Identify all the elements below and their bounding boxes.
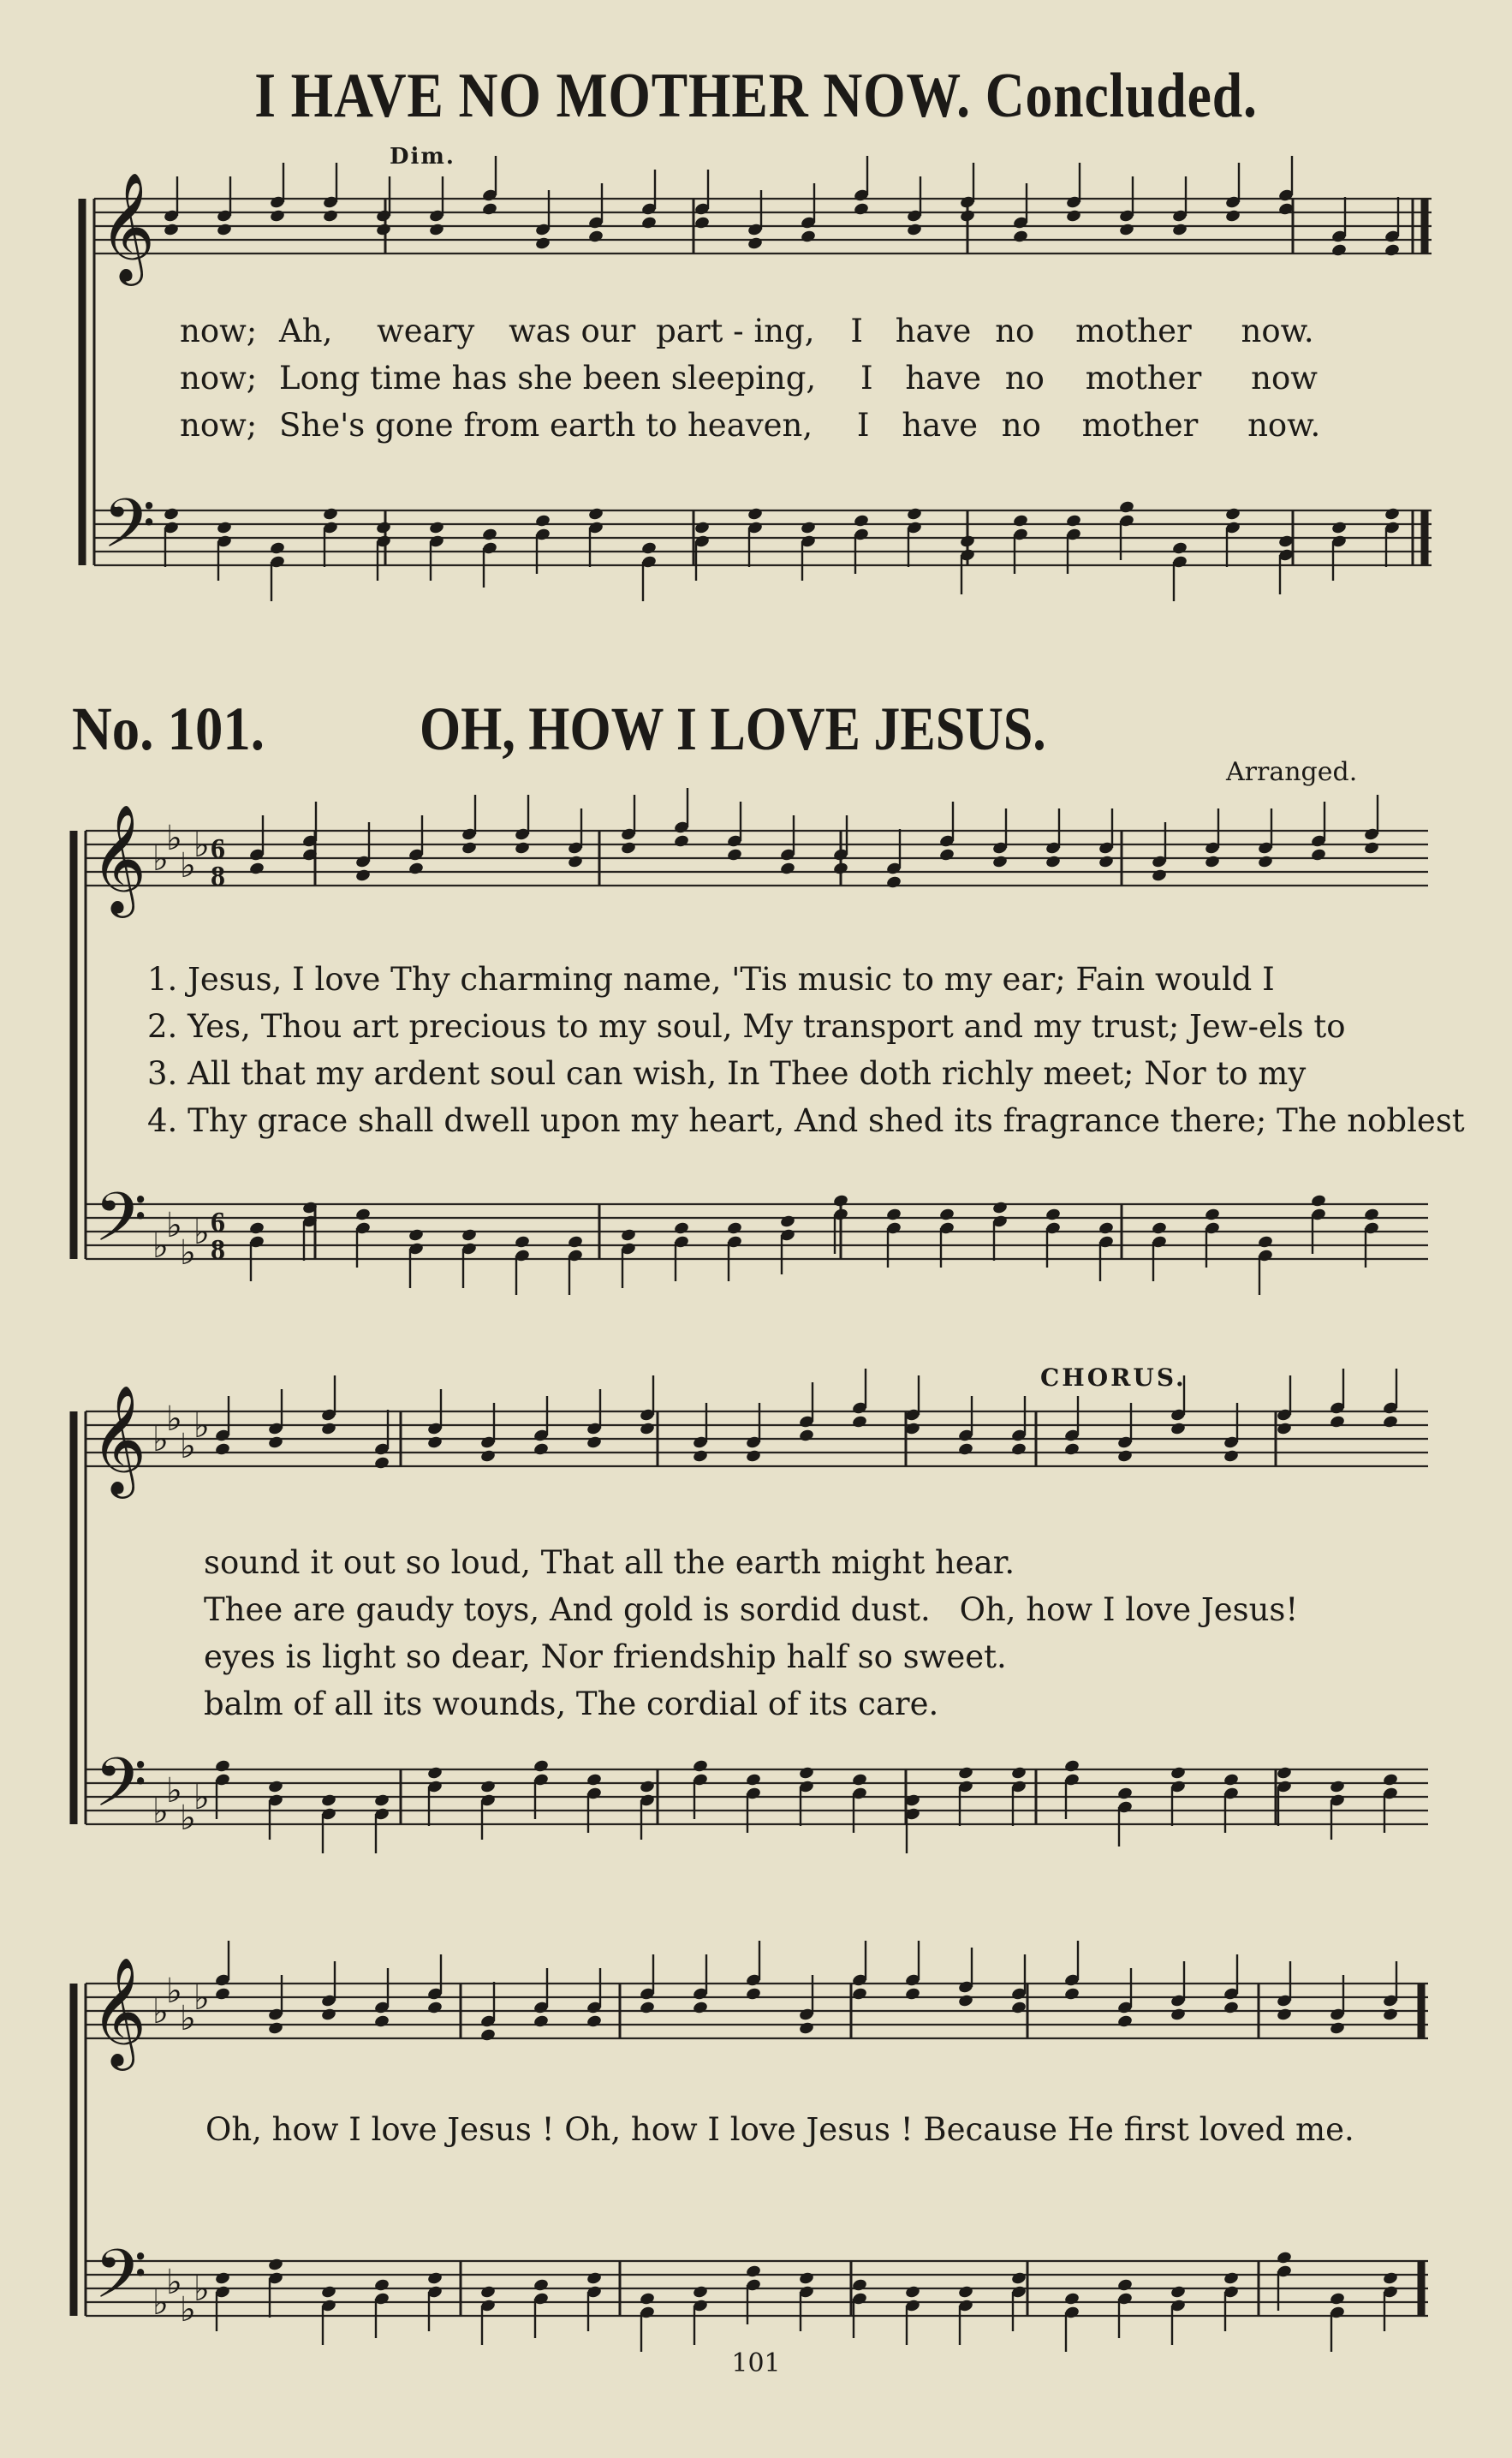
note-head <box>959 209 975 224</box>
note-head <box>216 223 232 237</box>
flat-sign: ♭ <box>193 1978 210 2018</box>
flat-sign: ♭ <box>152 1420 169 1459</box>
note-head <box>745 1773 761 1787</box>
note-head <box>798 2021 814 2036</box>
note-head <box>320 1422 336 1436</box>
note-head <box>163 223 179 237</box>
note-head <box>885 1208 902 1222</box>
note-head <box>1045 1208 1061 1222</box>
note-head <box>673 834 689 849</box>
note-head <box>320 1793 336 1808</box>
note-head <box>267 1780 283 1794</box>
note-head <box>514 841 530 856</box>
verse-4-line-b: balm of all its wounds, The cordial of its care. <box>204 1685 939 1722</box>
note-head <box>461 1228 477 1243</box>
note-head <box>1223 1449 1239 1464</box>
note-head <box>373 1793 390 1808</box>
note-head <box>851 1415 867 1429</box>
note-head <box>408 1228 424 1243</box>
note-head <box>1204 855 1220 869</box>
flat-sign: ♭ <box>193 1778 210 1817</box>
note-head <box>1382 1773 1398 1787</box>
note-head <box>267 2258 283 2272</box>
note-head <box>533 1759 549 1774</box>
note-head <box>567 855 583 869</box>
chorus-label: CHORUS. <box>1040 1363 1187 1392</box>
note-head <box>1010 1442 1027 1457</box>
note-head <box>1063 1442 1080 1457</box>
flat-sign: ♭ <box>166 819 182 858</box>
note-head <box>640 216 657 230</box>
note-head <box>853 514 869 528</box>
verse-1-line-b: sound it out so loud, That all the earth might hear. <box>204 1544 1015 1581</box>
note-head <box>747 236 763 251</box>
verse-3-line-b: eyes is light so dear, Nor friendship half so sweet. <box>204 1638 1007 1675</box>
note-head <box>1310 848 1326 862</box>
treble-clef: 𝄞 <box>91 1384 147 1494</box>
verse-1-line-a: 1. Jesus, I love Thy charming name, 'Tis music to my ear; Fain would I <box>147 961 1275 998</box>
flat-sign: ♭ <box>166 1399 182 1439</box>
note-head <box>586 2014 602 2029</box>
note-head <box>726 848 742 862</box>
time-signature: 6 <box>211 833 225 865</box>
note-head <box>1329 1415 1345 1429</box>
note-head <box>620 841 636 856</box>
note-head <box>1257 855 1273 869</box>
note-head <box>938 1208 955 1222</box>
note-head <box>1116 1449 1133 1464</box>
bass-clef: 𝄢 <box>94 2234 147 2330</box>
hymn-number: No. 101. <box>72 695 265 763</box>
note-head <box>479 2028 496 2043</box>
note-head <box>214 2271 230 2286</box>
note-head <box>798 1429 814 1443</box>
note-head <box>1116 1787 1133 1801</box>
flat-sign: ♭ <box>166 2263 182 2302</box>
note-head <box>885 875 902 890</box>
note-head <box>408 862 424 876</box>
note-head <box>1171 541 1188 556</box>
treble-staff <box>86 831 1428 886</box>
note-head <box>693 216 710 230</box>
verse-2-line-b: Thee are gaudy toys, And gold is sordid dust. Oh, how I love Jesus! <box>204 1591 1299 1628</box>
note-head <box>673 1221 689 1236</box>
flat-sign: ♭ <box>152 839 169 879</box>
note-head <box>269 541 285 556</box>
note-head <box>479 1780 496 1794</box>
note-head <box>1330 243 1347 258</box>
note-head <box>1223 2001 1239 2015</box>
note-head <box>1384 507 1400 522</box>
note-head <box>1363 1208 1379 1222</box>
note-head <box>693 521 710 535</box>
flat-sign: ♭ <box>180 1999 196 2038</box>
flat-sign: ♭ <box>180 1799 196 1838</box>
note-head <box>587 230 604 244</box>
note-head <box>779 862 795 876</box>
note-head <box>957 2285 973 2300</box>
note-head <box>853 202 869 217</box>
note-head <box>1118 223 1134 237</box>
note-head <box>267 2021 283 2036</box>
note-head <box>1384 243 1400 258</box>
note-head <box>1257 1235 1273 1250</box>
note-head <box>747 507 763 522</box>
note-head <box>1012 230 1028 244</box>
note-head <box>991 855 1008 869</box>
note-head <box>1098 1221 1114 1236</box>
flat-sign: ♭ <box>152 2283 169 2323</box>
note-head <box>1223 1773 1239 1787</box>
note-head <box>800 521 816 535</box>
note-head <box>906 223 922 237</box>
note-head <box>639 1422 655 1436</box>
note-head <box>957 1994 973 2008</box>
note-head <box>1224 209 1241 224</box>
note-head <box>214 1442 230 1457</box>
note-head <box>426 1435 443 1450</box>
bass-clef: 𝄢 <box>94 1743 147 1839</box>
note-head <box>586 2271 602 2286</box>
dynamic-marking: Dim. <box>390 144 455 170</box>
flat-sign: ♭ <box>166 1206 182 1245</box>
bass-clef: 𝄢 <box>94 1178 147 1274</box>
note-head <box>354 1208 371 1222</box>
note-head <box>428 223 444 237</box>
note-head <box>320 2285 336 2300</box>
note-head <box>745 2264 761 2279</box>
time-signature: 8 <box>211 861 225 892</box>
note-head <box>373 1456 390 1471</box>
note-head <box>692 1759 708 1774</box>
note-head <box>586 1435 602 1450</box>
note-head <box>1276 2008 1292 2022</box>
note-head <box>1310 1194 1326 1208</box>
note-head <box>479 2285 496 2300</box>
note-head <box>322 507 338 522</box>
page-number: 101 <box>731 2348 781 2378</box>
note-head <box>639 2001 655 2015</box>
note-head <box>692 1449 708 1464</box>
note-head <box>745 1987 761 2002</box>
flat-sign: ♭ <box>152 1226 169 1266</box>
note-head <box>1065 514 1081 528</box>
chorus-lyric-line: Oh, how I love Jesus ! Oh, how I love Jesus ! Because He first loved me. <box>205 2111 1354 2148</box>
flat-sign: ♭ <box>193 2270 210 2309</box>
note-head <box>692 2001 708 2015</box>
note-head <box>1065 209 1081 224</box>
note-head <box>534 236 551 251</box>
time-signature: 8 <box>211 1234 225 1266</box>
note-head <box>322 209 338 224</box>
note-head <box>1116 2278 1133 2293</box>
note-head <box>1170 2285 1186 2300</box>
note-head <box>957 1442 973 1457</box>
flat-sign: ♭ <box>193 826 210 865</box>
note-head <box>1170 2008 1186 2022</box>
note-head <box>320 2008 336 2022</box>
note-head <box>214 1987 230 2002</box>
note-head <box>1329 2021 1345 2036</box>
note-head <box>163 507 179 522</box>
note-head <box>533 2014 549 2029</box>
note-head <box>1276 2251 1292 2265</box>
note-head <box>1118 500 1134 515</box>
note-head <box>461 841 477 856</box>
note-head <box>586 1773 602 1787</box>
note-head <box>1063 2292 1080 2306</box>
note-head <box>832 1194 848 1208</box>
note-head <box>426 2271 443 2286</box>
note-head <box>1330 521 1347 535</box>
note-head <box>269 209 285 224</box>
note-head <box>1045 855 1061 869</box>
note-head <box>1010 1766 1027 1781</box>
note-head <box>514 1235 530 1250</box>
note-head <box>1382 2271 1398 2286</box>
note-head <box>938 848 955 862</box>
note-head <box>533 2278 549 2293</box>
note-head <box>1382 2008 1398 2022</box>
note-head <box>904 1987 920 2002</box>
note-head <box>428 521 444 535</box>
treble-clef: 𝄞 <box>99 171 156 281</box>
note-head <box>1170 1422 1186 1436</box>
note-head <box>373 2014 390 2029</box>
hymn1-lyric-line-1: now; Ah, weary was our part - ing, I have no mother now. <box>180 313 1314 349</box>
note-head <box>426 2001 443 2015</box>
note-head <box>620 1228 636 1243</box>
flat-sign: ♭ <box>180 846 196 886</box>
note-head <box>957 1766 973 1781</box>
note-head <box>1063 1987 1080 2002</box>
note-head <box>375 521 391 535</box>
note-head <box>851 1987 867 2002</box>
treble-clef: 𝄞 <box>91 1956 147 2066</box>
note-head <box>426 1766 443 1781</box>
bass-clef: 𝄢 <box>103 484 156 580</box>
note-head <box>1170 1766 1186 1781</box>
note-head <box>640 541 657 556</box>
note-head <box>1223 2271 1239 2286</box>
note-head <box>639 2292 655 2306</box>
note-head <box>991 1201 1008 1215</box>
time-signature: 6 <box>211 1207 225 1238</box>
note-head <box>534 514 551 528</box>
note-head <box>1151 868 1167 883</box>
flat-sign: ♭ <box>166 1972 182 2011</box>
note-head <box>481 528 497 542</box>
note-head <box>1204 1208 1220 1222</box>
note-head <box>1098 855 1114 869</box>
note-head <box>959 534 975 549</box>
note-head <box>1171 223 1188 237</box>
flat-sign: ♭ <box>166 1771 182 1811</box>
flat-sign: ♭ <box>152 1792 169 1831</box>
note-head <box>1382 1415 1398 1429</box>
treble-clef: 𝄞 <box>91 803 147 913</box>
note-head <box>1276 1766 1292 1781</box>
note-head <box>1151 1221 1167 1236</box>
note-head <box>567 1235 583 1250</box>
verse-4-line-a: 4. Thy grace shall dwell upon my heart, And shed its fragrance there; The noblest <box>147 1102 1465 1139</box>
hymn1-lyric-line-2: now; Long time has she been sleeping, I have no mother now <box>180 360 1318 397</box>
hymn-title: OH, HOW I LOVE JESUS. <box>420 695 1046 763</box>
note-head <box>354 868 371 883</box>
flat-sign: ♭ <box>193 1213 210 1252</box>
note-head <box>1276 1422 1292 1436</box>
bass-staff <box>86 1204 1428 1259</box>
note-head <box>248 1221 265 1236</box>
note-head <box>798 1766 814 1781</box>
note-head <box>1063 1759 1080 1774</box>
note-head <box>587 507 604 522</box>
note-head <box>639 1780 655 1794</box>
note-head <box>1329 2292 1345 2306</box>
note-head <box>533 1442 549 1457</box>
note-head <box>692 2285 708 2300</box>
note-head <box>779 1214 795 1229</box>
note-head <box>800 230 816 244</box>
flat-sign: ♭ <box>193 1406 210 1446</box>
note-head <box>726 1221 742 1236</box>
flat-sign: ♭ <box>180 1233 196 1273</box>
note-head <box>745 1449 761 1464</box>
note-head <box>851 1773 867 1787</box>
note-head <box>1010 2271 1027 2286</box>
note-head <box>216 521 232 535</box>
verse-2-line-a: 2. Yes, Thou art precious to my soul, My transport and my trust; Jew-els to <box>147 1008 1346 1045</box>
arrangement-credit: Arranged. <box>1226 757 1358 787</box>
note-head <box>906 507 922 522</box>
note-head <box>1224 507 1241 522</box>
note-head <box>832 862 848 876</box>
note-head <box>1329 1780 1345 1794</box>
note-head <box>248 862 265 876</box>
note-head <box>479 1449 496 1464</box>
note-head <box>1012 514 1028 528</box>
note-head <box>373 2278 390 2293</box>
note-head <box>1363 841 1379 856</box>
page-title: I HAVE NO MOTHER NOW. Concluded. <box>254 61 1258 131</box>
note-head <box>481 202 497 217</box>
note-head <box>1010 2001 1027 2015</box>
note-head <box>375 223 391 237</box>
note-head <box>851 2278 867 2293</box>
flat-sign: ♭ <box>152 1992 169 2031</box>
hymn1-lyric-line-3: now; She's gone from earth to heaven, I have no mother now. <box>180 407 1321 444</box>
note-head <box>1116 2014 1133 2029</box>
flat-sign: ♭ <box>180 2290 196 2330</box>
note-head <box>214 1759 230 1774</box>
note-head <box>798 2271 814 2286</box>
flat-sign: ♭ <box>180 1427 196 1466</box>
note-head <box>904 2285 920 2300</box>
verse-3-line-a: 3. All that my ardent soul can wish, In Thee doth richly meet; Nor to my <box>147 1055 1307 1092</box>
note-head <box>267 1435 283 1450</box>
